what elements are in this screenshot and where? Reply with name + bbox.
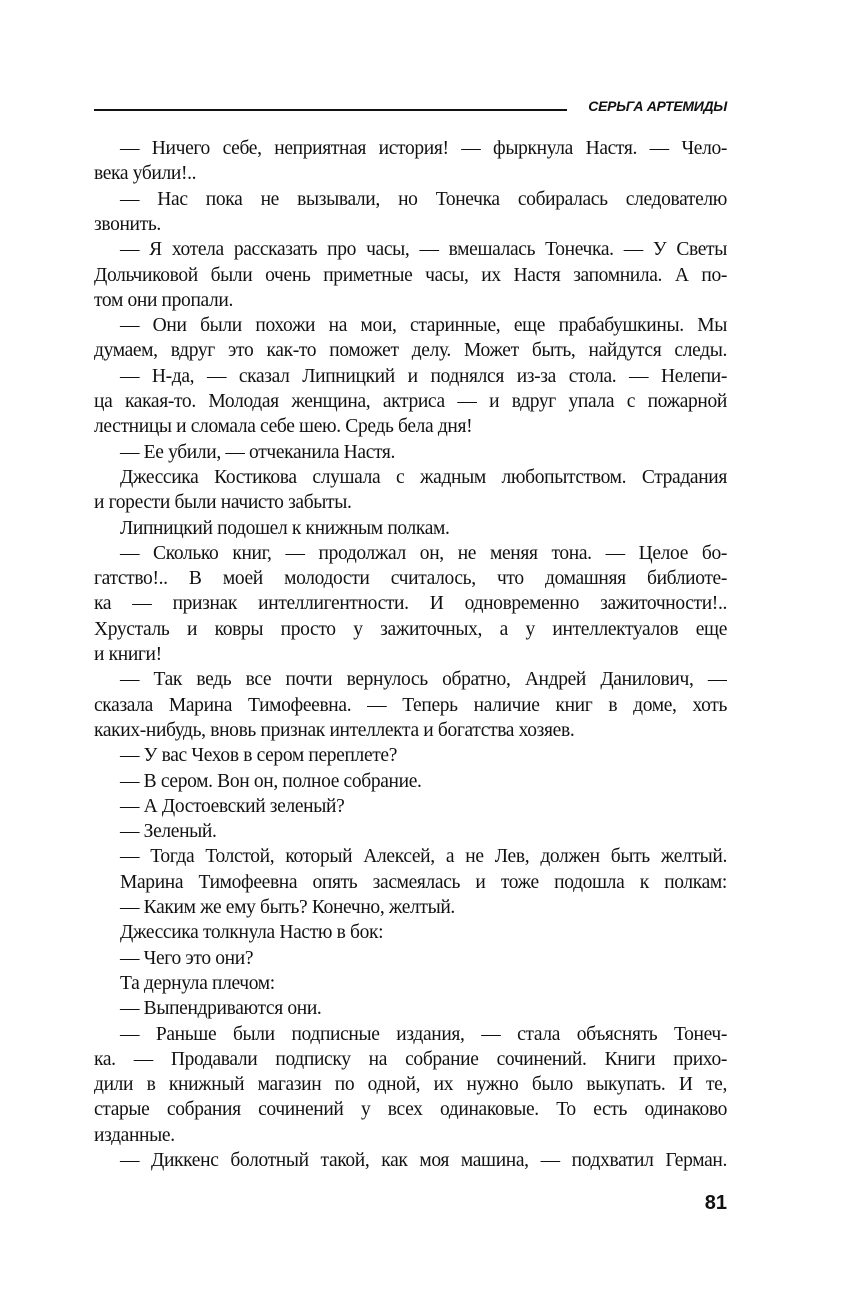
text-line: старые собрания сочинений у всех одинаковые. То есть одинаково bbox=[94, 1099, 727, 1121]
text-line: Джессика Костикова слушала с жадным любопытством. Страдания bbox=[120, 466, 727, 488]
text-line: — Так ведь все почти вернулось обратно, Андрей Данилович, — bbox=[120, 669, 727, 691]
text-line: — Ничего себе, неприятная история! — фыркнула Настя. — Чело- bbox=[120, 138, 727, 159]
text-line: ка — признак интеллигентности. И одновременно зажиточности!.. bbox=[94, 593, 727, 615]
text-line: — Каким же ему быть? Конечно, желтый. bbox=[120, 897, 455, 918]
text-line: думаем, вдруг это как-то поможет делу. Может быть, найдутся следы. bbox=[94, 340, 727, 362]
text-line: — Раньше были подписные издания, — стала объяснять Тонеч- bbox=[120, 1023, 727, 1045]
text-line: — В сером. Вон он, полное собрание. bbox=[120, 770, 422, 792]
text-line: — Диккенс болотный такой, как моя машина, — подхватил Герман. bbox=[120, 1150, 727, 1171]
text-line: ца какая-то. Молодая женщина, актриса — и вдруг упала с пожарной bbox=[94, 391, 727, 412]
text-line: гатство!.. В моей молодости считалось, что домашняя библиоте- bbox=[94, 568, 727, 590]
text-line: — Они были похожи на мои, старинные, еще прабабушкины. Мы bbox=[120, 315, 727, 337]
running-title: СЕРЬГА АРТЕМИДЫ bbox=[588, 98, 727, 114]
text-line: — А Достоевский зеленый? bbox=[120, 795, 345, 817]
text-line: лестницы и сломала себе шею. Средь бела дня! bbox=[94, 416, 473, 438]
text-line: — Я хотела рассказать про часы, — вмешалась Тонечка. — У Светы bbox=[120, 239, 727, 261]
text-line: ка. — Продавали подписку на собрание сочинений. Книги прихо- bbox=[94, 1048, 727, 1070]
text-line: — Тогда Толстой, который Алексей, а не Лев, должен быть желтый. bbox=[120, 846, 727, 868]
text-line: и горести были начисто забыты. bbox=[94, 492, 352, 514]
text-line: дили в книжный магазин по одной, их нужно было выкупать. И те, bbox=[94, 1074, 727, 1096]
text-line: — Нас пока не вызывали, но Тонечка собиралась следователю bbox=[120, 188, 727, 210]
text-line: — Н-да, — сказал Липницкий и поднялся из-за стола. — Нелепи- bbox=[120, 365, 727, 387]
text-line: — Выпендриваются они. bbox=[120, 998, 322, 1020]
text-line: Та дернула плечом: bbox=[120, 972, 275, 994]
text-line: — Сколько книг, — продолжал он, не меняя тона. — Целое бо- bbox=[120, 542, 727, 564]
header-rule bbox=[94, 109, 567, 111]
text-line: века убили!.. bbox=[94, 163, 197, 185]
text-line: звонить. bbox=[94, 213, 161, 235]
page-number: 81 bbox=[704, 1192, 727, 1214]
text-line: каких-нибудь, вновь признак интеллекта и богатства хозяев. bbox=[94, 719, 575, 741]
text-line: и книги! bbox=[94, 644, 162, 665]
text-line: сказала Марина Тимофеевна. — Теперь наличие книг в доме, хоть bbox=[94, 694, 727, 716]
text-line: Марина Тимофеевна опять засмеялась и тоже подошла к полкам: bbox=[120, 871, 727, 893]
text-line: Дольчиковой были очень приметные часы, их Настя запомнила. А по- bbox=[94, 264, 727, 286]
text-line: — Чего это они? bbox=[120, 947, 254, 969]
text-line: — Зеленый. bbox=[120, 821, 217, 843]
text-line: Хрусталь и ковры просто у зажиточных, а у интеллектуалов еще bbox=[94, 618, 727, 640]
text-line: Липницкий подошел к книжным полкам. bbox=[120, 517, 450, 539]
text-line: — Ее убили, — отчеканила Настя. bbox=[120, 441, 396, 463]
text-line: том они пропали. bbox=[94, 289, 233, 311]
text-line: Джессика толкнула Настю в бок: bbox=[120, 922, 384, 944]
text-line: изданные. bbox=[94, 1124, 175, 1146]
text-line: — У вас Чехов в сером переплете? bbox=[120, 745, 398, 767]
